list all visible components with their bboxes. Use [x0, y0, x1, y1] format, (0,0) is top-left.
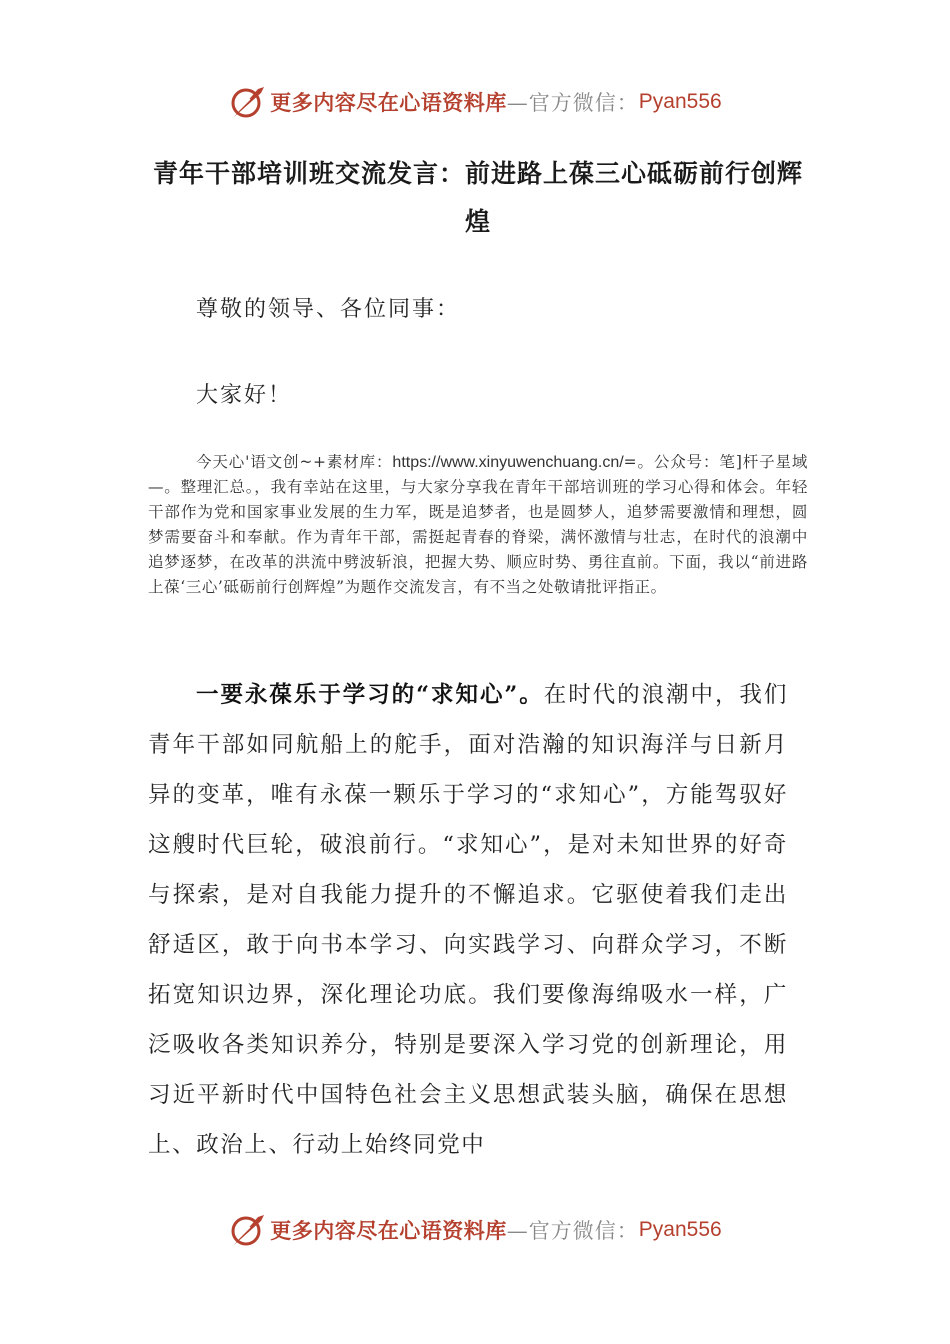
banner-red-text: 更多内容尽在心语资料库 [270, 90, 507, 115]
footer-banner [0, 1210, 950, 1250]
intro-prefix: 今天心'语文创~+素材库： [196, 453, 393, 471]
header-banner [0, 82, 950, 122]
section-1-paragraph [148, 670, 788, 1170]
banner-account: Pyan556 [638, 90, 722, 113]
footer-gray-text: —官方微信： [506, 1219, 639, 1243]
quill-pen-logo-icon [228, 1211, 268, 1249]
footer-account: Pyan556 [638, 1218, 722, 1241]
intro-rest: =。公众号：笔]杆子星域—。整理汇总。，我有幸站在这里，与大家分享我在青年干部培训班的学习心得和体会。年轻干部作为党和国家事业发展的生力军，既是追梦者，也是圆梦人，追梦需要激情和理想，圆梦需要奋斗和奉献。作为青年干部，需挺起青春的脊梁，满怀激情与壮志，在时代的浪潮中追梦逐梦，在改革的洪流中劈波斩浪，把握大势、顺应时势、勇往直前。下面，我以“前进路上葆‘三心’砥砺前行创辉煌”为题作交流发言，有不当之处敬请批评指正。 [148, 453, 808, 596]
banner-gray-text: —官方微信： [506, 91, 639, 115]
quill-pen-logo-icon [228, 83, 268, 121]
section-1-heading: 一要永葆乐于学习的“求知心”。 [196, 682, 544, 708]
section-1-body: 在时代的浪潮中，我们青年干部如同航船上的舵手，面对浩瀚的知识海洋与日新月异的变革，唯有永葆一颗乐于学习的“求知心”，方能驾驭好这艘时代巨轮，破浪前行。“求知心”，是对未知世界的好奇与探索，是对自我能力提升的不懈追求。它驱使着我们走出舒适区，敢于向书本学习、向实践学习、向群众学习，不断拓宽知识边界，深化理论功底。我们要像海绵吸水一样，广泛吸收各类知识养分，特别是要深入学习党的创新理论，用习近平新时代中国特色社会主义思想武装头脑，确保在思想上、政治上、行动上始终同党中 [148, 682, 788, 1158]
intro-paragraph [148, 450, 808, 600]
intro-url: https://www.xinyuwenchuang.cn/ [392, 454, 624, 471]
footer-red-text: 更多内容尽在心语资料库 [270, 1218, 507, 1243]
document-title: 青年干部培训班交流发言：前进路上葆三心砥砺前行创辉煌 [152, 159, 803, 236]
greeting: 大家好！ [196, 383, 293, 408]
salutation: 尊敬的领导、各位同事： [196, 297, 461, 322]
